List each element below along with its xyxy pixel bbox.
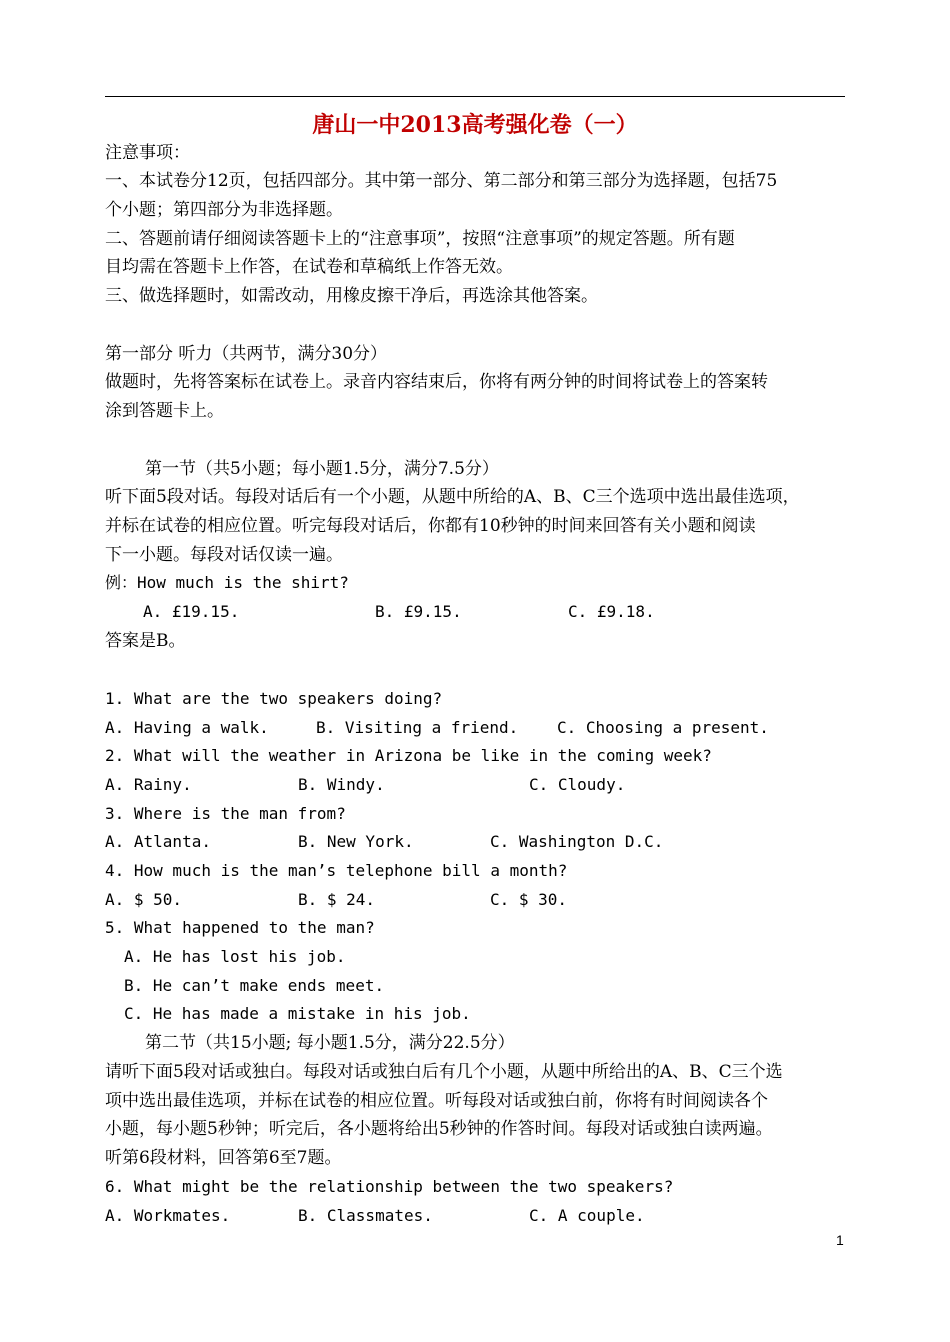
question-4: 4. How much is the man’s telephone bill a month? bbox=[105, 861, 568, 880]
notice-line-2: 个小题；第四部分为非选择题。 bbox=[105, 200, 343, 220]
section2-line-3: 小题，每小题5秒钟；听完后，各小题将给出5秒钟的作答时间。每段对话或独白读两遍。 bbox=[105, 1119, 773, 1139]
notice-line-5: 三、做选择题时，如需改动，用橡皮擦干净后，再选涂其他答案。 bbox=[105, 286, 598, 306]
question-3-option-b: B. New York. bbox=[298, 832, 414, 851]
part1-line-1: 做题时，先将答案标在试卷上。录音内容结束后，你将有两分钟的时间将试卷上的答案转 bbox=[105, 372, 768, 392]
question-5-option-b: B. He can’t make ends meet. bbox=[124, 976, 385, 995]
question-2-option-c: C. Cloudy. bbox=[529, 775, 626, 794]
question-6-option-a: A. Workmates. bbox=[105, 1206, 231, 1225]
question-5: 5. What happened to the man? bbox=[105, 918, 375, 937]
part1-line-2: 涂到答题卡上。 bbox=[105, 401, 224, 421]
question-5-option-a: A. He has lost his job. bbox=[124, 947, 346, 966]
notice-line-1: 一、本试卷分12页，包括四部分。其中第一部分、第二部分和第三部分为选择题，包括75 bbox=[105, 171, 778, 191]
notice-heading: 注意事项： bbox=[105, 143, 190, 163]
question-4-option-c: C. $ 30. bbox=[490, 890, 568, 909]
question-1: 1. What are the two speakers doing? bbox=[105, 689, 443, 708]
section1-line-3: 下一小题。每段对话仅读一遍。 bbox=[105, 545, 343, 565]
section2-heading: 第二节（共15小题; 每小题1.5分，满分22.5分） bbox=[145, 1033, 515, 1053]
notice-line-3: 二、答题前请仔细阅读答题卡上的“注意事项”，按照“注意事项”的规定答题。所有题 bbox=[105, 229, 735, 249]
exam-title: 唐山一中2013高考强化卷（一） bbox=[312, 112, 638, 138]
example-option-a: A. £19.15. bbox=[143, 602, 240, 621]
section2-line-2: 项中选出最佳选项，并标在试卷的相应位置。听每段对话或独白前，你将有时间阅读各个 bbox=[105, 1091, 768, 1111]
question-1-option-a: A. Having a walk. bbox=[105, 718, 269, 737]
example-option-c: C. £9.18. bbox=[568, 602, 655, 621]
section1-heading: 第一节（共5小题；每小题1.5分，满分7.5分） bbox=[145, 459, 499, 479]
notice-line-4: 目均需在答题卡上作答，在试卷和草稿纸上作答无效。 bbox=[105, 257, 513, 277]
section1-line-1: 听下面5段对话。每段对话后有一个小题，从题中所给的A、B、C三个选项中选出最佳选项， bbox=[105, 487, 800, 507]
section1-line-2: 并标在试卷的相应位置。听完每段对话后，你都有10秒钟的时间来回答有关小题和阅读 bbox=[105, 516, 756, 536]
question-2: 2. What will the weather in Arizona be like in the coming week? bbox=[105, 746, 712, 765]
question-3-option-c: C. Washington D.C. bbox=[490, 832, 664, 851]
question-1-option-b: B. Visiting a friend. bbox=[316, 718, 519, 737]
question-3-option-a: A. Atlanta. bbox=[105, 832, 211, 851]
question-4-option-a: A. $ 50. bbox=[105, 890, 183, 909]
example-answer: 答案是B。 bbox=[105, 631, 186, 651]
page-number: 1 bbox=[836, 1232, 844, 1248]
question-6-option-b: B. Classmates. bbox=[298, 1206, 433, 1225]
question-6: 6. What might be the relationship between the two speakers? bbox=[105, 1177, 674, 1196]
header-rule bbox=[105, 96, 845, 97]
example-option-b: B. £9.15. bbox=[375, 602, 462, 621]
section2-line-1: 请听下面5段对话或独白。每段对话或独白后有几个小题，从题中所给出的A、B、C三个选 bbox=[105, 1062, 783, 1082]
question-4-option-b: B. $ 24. bbox=[298, 890, 376, 909]
question-2-option-a: A. Rainy. bbox=[105, 775, 192, 794]
question-3: 3. Where is the man from? bbox=[105, 804, 346, 823]
part1-heading: 第一部分 听力（共两节，满分30分） bbox=[105, 344, 388, 364]
question-2-option-b: B. Windy. bbox=[298, 775, 385, 794]
section2-line-4: 听第6段材料，回答第6至7题。 bbox=[105, 1148, 342, 1168]
question-6-option-c: C. A couple. bbox=[529, 1206, 645, 1225]
example-question: 例：How much is the shirt? bbox=[105, 573, 349, 592]
question-1-option-c: C. Choosing a present. bbox=[557, 718, 769, 737]
question-5-option-c: C. He has made a mistake in his job. bbox=[124, 1004, 471, 1023]
